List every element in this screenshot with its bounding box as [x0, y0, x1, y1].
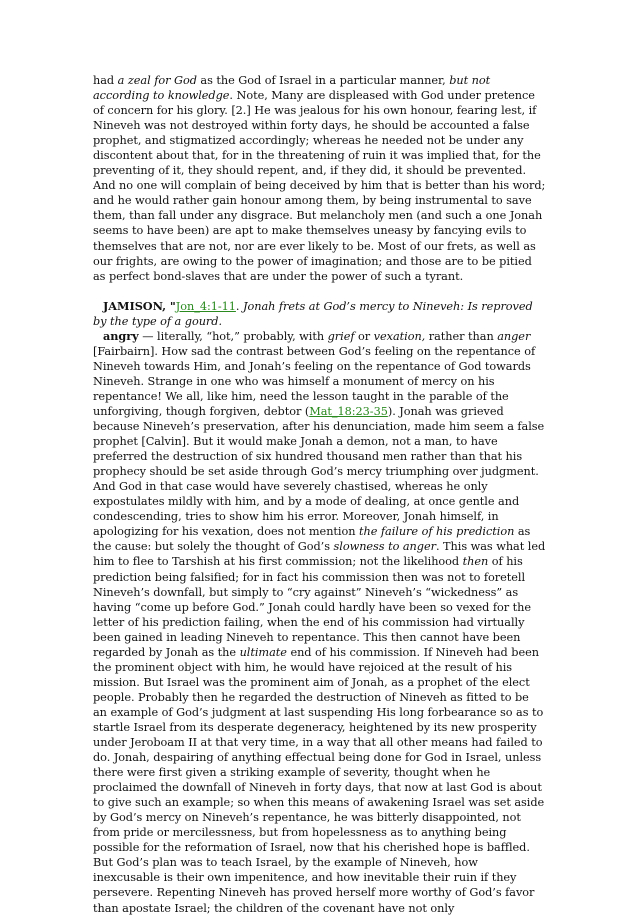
text-run: — literally, “hot,” probably, with [138, 329, 328, 343]
emphasis-text: anger [497, 329, 531, 343]
emphasis-text: grief [327, 329, 355, 343]
keyword-term: angry [103, 328, 139, 343]
text-run: had [93, 74, 118, 87]
emphasis-text: slowness to anger [333, 540, 436, 554]
text-run: . [235, 299, 243, 313]
text-run: . Note, Many are displeased with God under pretence of concern for his glory. [2.] He was jealous for his own honour, fearing lest, if Nineveh was not destroyed within forty days, he should be accounted a false prophet, and stigmatized accordingly; whereas he needed not be under any discontent about that, for in the threatening of ruin it was implied that, for the preventing of it, they should repent, and, if they did, it should be prevented. And no one will complain of being deceived by him that is better than his word; and he would rather gain honour among them, by being instrumental to save them, than fall under any disgrace. But melancholy men (and such a one Jonah seems to have been) are apt to make themselves uneasy by fancying evils to themselves that are not, nor are ever likely to be. Most of our frets, as well as our frights, are owing to the power of imagination; and those are to be pitied as perfect bond-slaves that are under the power of such a tyrant. [93, 89, 546, 283]
text-run: of his prediction being falsified; for in fact his commission then was not to foretell Nineveh’s downfall, but simply to “cry against” Nineveh’s “wickedness” as having “come up before God.” Jonah could hardly have been so vexed for the letter of his prediction failing, when the end of his commission had virtually been gained in leading Nineveh to repentance. This then cannot have been regarded by Jonah as the [93, 555, 532, 659]
text-run: or [354, 329, 374, 343]
jamison-heading [93, 299, 546, 329]
scripture-link-matthew[interactable]: Mat_18:23-35 [309, 404, 388, 418]
emphasis-text: a zeal for God [117, 74, 197, 87]
section-title: Jonah frets at God’s mercy to Nineveh: Is reproved by the type of a gourd. [93, 299, 533, 328]
emphasis-text: vexation, [373, 329, 426, 343]
text-run: [Fairbairn]. How sad the contrast between God’s feeling on the repentance of Nineveh towards Him, and Jonah’s feeling on the repentance of God towards Nineveh. Strange in one who was himself a monument of mercy on his repentance! We all, like him, need the lesson taught in the parable of the unforgiving, though forgiven, debtor ( [93, 344, 536, 418]
emphasis-text: but not according to knowledge [93, 74, 491, 103]
emphasis-text: the failure of his prediction [359, 525, 515, 539]
text-run: as the cause: but solely the thought of God’s [93, 525, 531, 554]
emphasis-text: ultimate [239, 645, 287, 659]
text-run: rather than [425, 329, 498, 343]
scripture-link-jonah[interactable]: Jon_4:1-11 [175, 299, 236, 313]
henry-commentary-paragraph [93, 73, 546, 284]
text-run: . This was what led him to flee to Tarshish at his first commission; not the likelihood [93, 540, 546, 569]
jamison-commentary-paragraph [93, 329, 546, 916]
commentator-label: JAMISON, " [103, 298, 176, 313]
emphasis-text: then [462, 555, 489, 569]
text-run: end of his commission. If Nineveh had been the prominent object with him, he would have rejoiced at the result of his mission. But Israel was the prominent aim of Jonah, as a prophet of the elect people. Probably then he regarded the destruction of Nineveh as fitted to be an example of God’s judgment at last suspending His long forbearance so as to startle Israel from its desperate degeneracy, heightened by its new prosperity under Jeroboam II at that very time, in a way that all other means had failed to do. Jonah, despairing of anything effectual being done for God in Israel, unless there were first given a striking example of severity, thought when he proclaimed the downfall of Nineveh in forty days, that now at last God is about to give such an example; so when this means of awakening Israel was set aside by God’s mercy on Nineveh’s repentance, he was bitterly disappointed, not from pride or mercilessness, but from hopelessness as to anything being possible for the reformation of Israel, now that his cherished hope is baffled. But God’s plan was to teach Israel, by the example of Nineveh, how inexcusable is their own impenitence, and how inevitable their ruin if they persevere. Repenting Nineveh has proved herself more worthy of God’s favor than apostate Israel; the children of the covenant have not only [93, 645, 545, 915]
text-run: ). Jonah was grieved because Nineveh’s preservation, after his denunciation, made him seem a false prophet [Calvin]. But it would make Jonah a demon, not a man, to have preferred the destruction of six hundred thousand men rather than that his prophecy should be set aside through God’s mercy triumphing over judgment. And God in that case would have severely chastised, whereas he only expostulates mildly with him, and by a mode of dealing, at once gentle and condescending, tries to show him his error. Moreover, Jonah himself, in apologizing for his vexation, does not mention [93, 404, 545, 539]
text-run: as the God of Israel in a particular manner, [196, 74, 450, 87]
